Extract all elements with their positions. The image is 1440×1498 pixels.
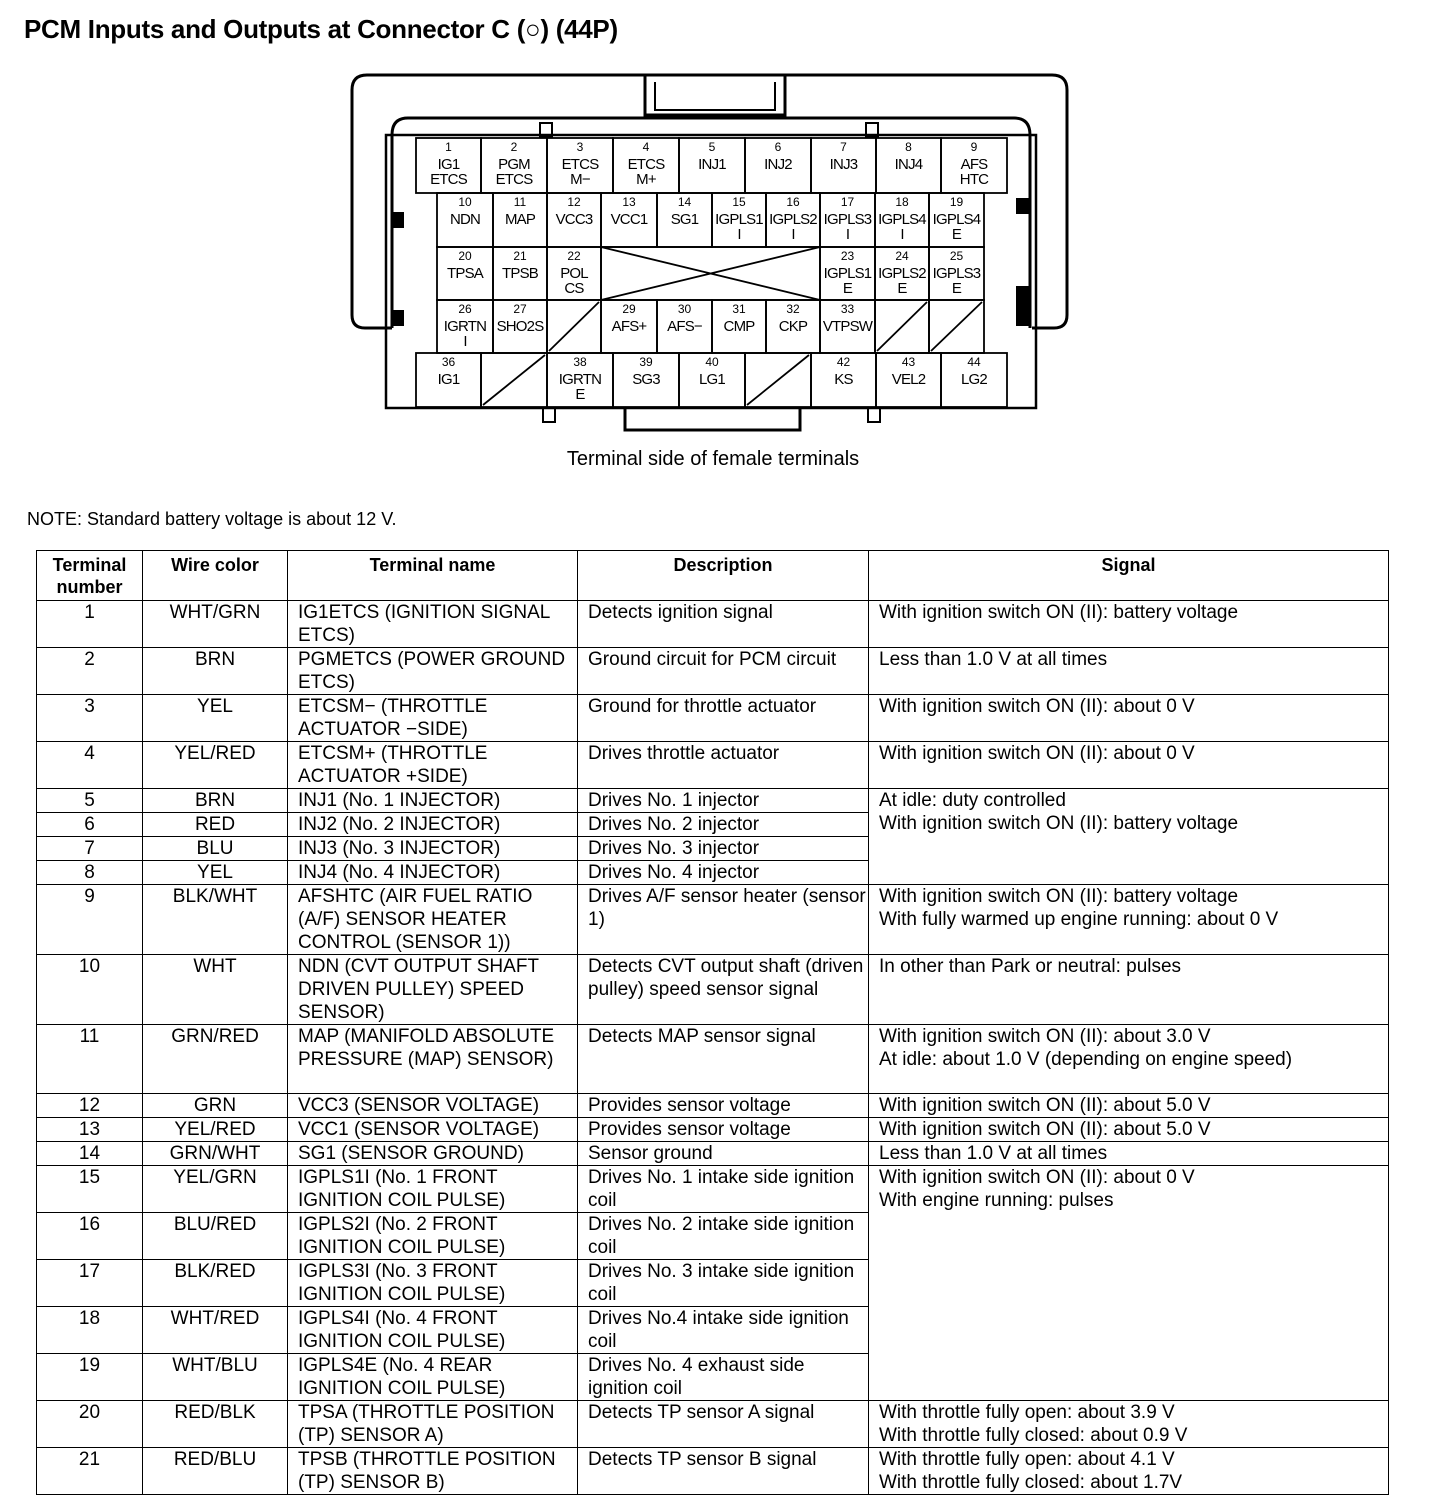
terminal-number-12: 12	[567, 195, 581, 209]
cell-description: Sensor ground	[578, 1142, 869, 1166]
terminal-label-16: I	[791, 226, 795, 243]
cell-wire-color: RED/BLK	[143, 1401, 288, 1448]
cell-signal: With ignition switch ON (II): about 3.0 V At idle: about 1.0 V (depending on engine speed)	[869, 1025, 1389, 1094]
cell-signal: With throttle fully open: about 3.9 V With throttle fully closed: about 0.9 V	[869, 1401, 1389, 1448]
table-row	[37, 1166, 1389, 1213]
cell-description: Drives throttle actuator	[578, 742, 869, 789]
terminal-label-19: E	[951, 226, 962, 243]
terminal-number-19: 19	[949, 195, 964, 209]
cell-terminal-number: 12	[37, 1094, 143, 1118]
terminal-label-38: E	[575, 386, 585, 403]
terminal-number-31: 31	[732, 302, 746, 316]
terminal-number-29: 29	[622, 302, 636, 316]
terminal-number-43: 43	[901, 355, 916, 369]
cell-signal: With throttle fully open: about 4.1 V With throttle fully closed: about 1.7V	[869, 1448, 1389, 1495]
cell-wire-color: YEL/GRN	[143, 1166, 288, 1213]
cell-description: Detects CVT output shaft (driven pulley) speed sensor signal	[578, 955, 869, 1025]
terminal-label-25: IGPLS3	[932, 265, 981, 282]
cell-terminal-number: 2	[37, 648, 143, 695]
cell-description: Ground for throttle actuator	[578, 695, 869, 742]
cell-wire-color: RED	[143, 813, 288, 837]
terminal-label-10: NDN	[449, 211, 481, 228]
terminal-label-15: IGPLS1	[715, 211, 763, 228]
cell-signal: With ignition switch ON (II): about 5.0 V	[869, 1118, 1389, 1142]
cell-terminal-name: IGPLS4I (No. 4 FRONT IGNITION COIL PULSE)	[288, 1307, 578, 1354]
terminal-number-26: 26	[458, 302, 472, 316]
cell-terminal-name: INJ2 (No. 2 INJECTOR)	[288, 813, 578, 837]
cell-description: Drives No. 2 intake side ignition coil	[578, 1213, 869, 1260]
terminal-number-6: 6	[774, 140, 782, 154]
terminal-label-20: TPSA	[447, 265, 483, 282]
terminal-label-5: INJ1	[698, 156, 726, 173]
blank-slash	[483, 355, 545, 405]
terminal-number-4: 4	[642, 140, 650, 154]
terminal-number-20: 20	[458, 249, 472, 263]
terminal-number-1: 1	[445, 140, 452, 154]
cell-wire-color: BRN	[143, 648, 288, 695]
cell-terminal-number: 16	[37, 1213, 143, 1260]
cell-terminal-name: NDN (CVT OUTPUT SHAFT DRIVEN PULLEY) SPEED SENSOR)	[288, 955, 578, 1025]
terminal-number-11: 11	[513, 195, 527, 209]
cell-description: Drives No. 1 injector	[578, 789, 869, 813]
terminal-number-21: 21	[513, 249, 527, 263]
cell-terminal-name: INJ1 (No. 1 INJECTOR)	[288, 789, 578, 813]
terminal-label-44: LG2	[961, 371, 987, 388]
cell-description: Detects MAP sensor signal	[578, 1025, 869, 1094]
col-header-terminal-name: Terminal name	[288, 551, 578, 601]
terminal-label-1: ETCS	[430, 171, 467, 188]
terminal-number-8: 8	[905, 140, 912, 154]
cell-description: Drives No. 4 exhaust side ignition coil	[578, 1354, 869, 1401]
table-row	[37, 1401, 1389, 1448]
cell-terminal-number: 15	[37, 1166, 143, 1213]
cell-description: Drives A/F sensor heater (sensor 1)	[578, 885, 869, 955]
terminal-number-22: 22	[567, 249, 581, 263]
cell-signal: With ignition switch ON (II): about 0 V	[869, 742, 1389, 789]
cell-terminal-name: VCC3 (SENSOR VOLTAGE)	[288, 1094, 578, 1118]
terminal-label-13: VCC1	[610, 211, 648, 228]
cell-terminal-number: 5	[37, 789, 143, 813]
cell-signal: With ignition switch ON (II): battery voltage	[869, 601, 1389, 648]
cell-wire-color: RED/BLU	[143, 1448, 288, 1495]
terminal-label-26: I	[463, 333, 467, 350]
table-row	[37, 742, 1389, 789]
cell-description: Detects TP sensor B signal	[578, 1448, 869, 1495]
terminal-label-33: VTPSW	[822, 318, 873, 335]
terminal-label-17: IGPLS3	[823, 211, 872, 228]
terminal-label-15: I	[737, 226, 741, 243]
terminal-label-17: I	[845, 226, 850, 243]
terminal-label-40: LG1	[699, 371, 725, 388]
terminal-label-26: IGRTN	[443, 318, 487, 335]
cell-wire-color: WHT/RED	[143, 1307, 288, 1354]
terminal-label-31: CMP	[723, 318, 755, 335]
cell-terminal-number: 11	[37, 1025, 143, 1094]
cell-description: Drives No. 3 injector	[578, 837, 869, 861]
cell-wire-color: BRN	[143, 789, 288, 813]
cell-wire-color: YEL/RED	[143, 1118, 288, 1142]
terminal-label-18: IGPLS4	[878, 211, 926, 228]
terminal-number-13: 13	[622, 195, 636, 209]
terminal-label-30: AFS−	[667, 318, 702, 335]
terminal-number-33: 33	[840, 302, 855, 316]
terminal-number-15: 15	[732, 195, 746, 209]
terminal-label-12: VCC3	[555, 211, 593, 228]
terminal-label-22: CS	[564, 280, 584, 297]
cell-terminal-number: 18	[37, 1307, 143, 1354]
terminal-label-4: ETCS	[627, 156, 665, 173]
terminal-number-24: 24	[895, 249, 909, 263]
col-header-terminal-number: Terminal number	[37, 551, 143, 601]
cell-wire-color: WHT/BLU	[143, 1354, 288, 1401]
terminal-number-38: 38	[573, 355, 587, 369]
connector-diagram	[340, 70, 1080, 440]
terminal-label-25: E	[951, 280, 962, 297]
terminal-number-14: 14	[677, 195, 692, 209]
cell-wire-color: WHT	[143, 955, 288, 1025]
terminal-number-9: 9	[970, 140, 978, 154]
connector-caption: Terminal side of female terminals	[566, 448, 860, 470]
terminal-label-36: IG1	[437, 371, 460, 388]
cell-wire-color: WHT/GRN	[143, 601, 288, 648]
table-row	[37, 695, 1389, 742]
cell-wire-color: YEL	[143, 695, 288, 742]
cell-terminal-number: 7	[37, 837, 143, 861]
blank-slash	[877, 302, 927, 351]
terminal-label-4: M+	[636, 171, 656, 188]
terminal-label-9: AFS	[960, 156, 988, 173]
cell-terminal-name: IG1ETCS (IGNITION SIGNAL ETCS)	[288, 601, 578, 648]
terminal-label-23: IGPLS1	[823, 265, 872, 282]
terminal-label-16: IGPLS2	[769, 211, 817, 228]
terminal-number-17: 17	[840, 195, 855, 209]
terminal-label-43: VEL2	[891, 371, 926, 388]
terminal-number-25: 25	[949, 249, 964, 263]
terminal-number-36: 36	[441, 355, 456, 369]
col-header-wire-color: Wire color	[143, 551, 288, 601]
cell-wire-color: BLU	[143, 837, 288, 861]
terminal-label-27: SHO2S	[496, 318, 544, 335]
table-row	[37, 955, 1389, 1025]
page-title: PCM Inputs and Outputs at Connector C (○) (44P)	[24, 14, 618, 44]
table-row	[37, 1118, 1389, 1142]
cell-signal: Less than 1.0 V at all times	[869, 648, 1389, 695]
cell-wire-color: GRN/RED	[143, 1025, 288, 1094]
terminal-label-42: KS	[834, 371, 853, 388]
table-row	[37, 789, 1389, 813]
terminal-number-18: 18	[895, 195, 909, 209]
cell-description: Drives No.4 intake side ignition coil	[578, 1307, 869, 1354]
cell-signal: In other than Park or neutral: pulses	[869, 955, 1389, 1025]
cell-description: Detects ignition signal	[578, 601, 869, 648]
terminal-label-9: HTC	[959, 171, 989, 188]
col-header-signal: Signal	[869, 551, 1389, 601]
cell-description: Provides sensor voltage	[578, 1094, 869, 1118]
cell-terminal-name: IGPLS1I (No. 1 FRONT IGNITION COIL PULSE)	[288, 1166, 578, 1213]
terminal-label-6: INJ2	[764, 156, 792, 173]
cell-terminal-name: INJ4 (No. 4 INJECTOR)	[288, 861, 578, 885]
terminal-label-22: POL	[560, 265, 588, 282]
cell-terminal-number: 19	[37, 1354, 143, 1401]
cell-terminal-name: IGPLS2I (No. 2 FRONT IGNITION COIL PULSE)	[288, 1213, 578, 1260]
cell-terminal-number: 14	[37, 1142, 143, 1166]
cell-terminal-number: 8	[37, 861, 143, 885]
terminal-label-18: I	[900, 226, 904, 243]
terminal-number-42: 42	[836, 355, 851, 369]
cell-terminal-number: 9	[37, 885, 143, 955]
cell-terminal-number: 17	[37, 1260, 143, 1307]
terminal-label-24: E	[897, 280, 907, 297]
cell-description: Ground circuit for PCM circuit	[578, 648, 869, 695]
cell-description: Drives No. 2 injector	[578, 813, 869, 837]
terminal-label-8: INJ4	[894, 156, 923, 173]
terminal-number-3: 3	[576, 140, 584, 154]
blank-slash	[931, 302, 982, 351]
terminal-number-39: 39	[639, 355, 653, 369]
terminal-number-7: 7	[840, 140, 847, 154]
terminal-label-2: PGM	[498, 156, 530, 173]
table-row	[37, 601, 1389, 648]
terminal-label-11: MAP	[504, 211, 536, 228]
cell-signal: Less than 1.0 V at all times	[869, 1142, 1389, 1166]
cell-terminal-number: 21	[37, 1448, 143, 1495]
terminal-label-7: INJ3	[829, 156, 858, 173]
table-row	[37, 1448, 1389, 1495]
cell-terminal-name: INJ3 (No. 3 INJECTOR)	[288, 837, 578, 861]
table-row	[37, 1025, 1389, 1094]
cell-terminal-number: 1	[37, 601, 143, 648]
cell-signal: With ignition switch ON (II): battery voltage With fully warmed up engine running: about 0 V	[869, 885, 1389, 955]
terminal-label-3: M−	[570, 171, 590, 188]
blank-slash	[747, 355, 809, 405]
cell-description: Drives No. 3 intake side ignition coil	[578, 1260, 869, 1307]
col-header-description: Description	[578, 551, 869, 601]
terminal-number-2: 2	[510, 140, 518, 154]
cell-terminal-name: TPSA (THROTTLE POSITION (TP) SENSOR A)	[288, 1401, 578, 1448]
cell-description: Drives No. 1 intake side ignition coil	[578, 1166, 869, 1213]
terminal-number-5: 5	[708, 140, 716, 154]
table-row	[37, 1142, 1389, 1166]
cell-terminal-number: 13	[37, 1118, 143, 1142]
cell-description: Detects TP sensor A signal	[578, 1401, 869, 1448]
cell-description: Drives No. 4 injector	[578, 861, 869, 885]
cell-wire-color: BLK/WHT	[143, 885, 288, 955]
cell-terminal-name: SG1 (SENSOR GROUND)	[288, 1142, 578, 1166]
terminal-table	[36, 550, 1389, 1495]
table-header-row	[37, 551, 1389, 601]
cell-terminal-name: PGMETCS (POWER GROUND ETCS)	[288, 648, 578, 695]
cell-wire-color: BLU/RED	[143, 1213, 288, 1260]
cell-terminal-number: 6	[37, 813, 143, 837]
terminal-label-38: IGRTN	[558, 371, 602, 388]
terminal-number-23: 23	[840, 249, 855, 263]
cell-terminal-name: ETCSM− (THROTTLE ACTUATOR −SIDE)	[288, 695, 578, 742]
cell-terminal-name: AFSHTC (AIR FUEL RATIO (A/F) SENSOR HEATER CONTROL (SENSOR 1))	[288, 885, 578, 955]
terminal-label-3: ETCS	[561, 156, 599, 173]
table-row	[37, 885, 1389, 955]
terminal-label-29: AFS+	[611, 318, 647, 335]
terminal-label-24: IGPLS2	[878, 265, 926, 282]
cell-description: Provides sensor voltage	[578, 1118, 869, 1142]
cell-terminal-name: IGPLS4E (No. 4 REAR IGNITION COIL PULSE)	[288, 1354, 578, 1401]
terminal-label-32: CKP	[778, 318, 808, 335]
cell-terminal-name: ETCSM+ (THROTTLE ACTUATOR +SIDE)	[288, 742, 578, 789]
terminal-label-39: SG3	[632, 371, 660, 388]
cell-wire-color: GRN	[143, 1094, 288, 1118]
terminal-label-14: SG1	[670, 211, 699, 228]
cell-terminal-number: 3	[37, 695, 143, 742]
terminal-label-1: IG1	[437, 156, 460, 173]
cell-terminal-number: 20	[37, 1401, 143, 1448]
blank-slash	[549, 302, 599, 351]
cell-signal: At idle: duty controlled With ignition switch ON (II): battery voltage	[869, 789, 1389, 885]
terminal-label-19: IGPLS4	[932, 211, 981, 228]
cell-wire-color: YEL/RED	[143, 742, 288, 789]
terminal-number-32: 32	[786, 302, 800, 316]
cell-wire-color: GRN/WHT	[143, 1142, 288, 1166]
terminal-label-21: TPSB	[502, 265, 538, 282]
cell-signal: With ignition switch ON (II): about 0 V	[869, 695, 1389, 742]
terminal-label-23: E	[842, 280, 853, 297]
cell-terminal-number: 4	[37, 742, 143, 789]
cell-terminal-name: MAP (MANIFOLD ABSOLUTE PRESSURE (MAP) SENSOR)	[288, 1025, 578, 1094]
cell-terminal-name: VCC1 (SENSOR VOLTAGE)	[288, 1118, 578, 1142]
cell-wire-color: YEL	[143, 861, 288, 885]
cell-terminal-number: 10	[37, 955, 143, 1025]
cell-terminal-name: IGPLS3I (No. 3 FRONT IGNITION COIL PULSE)	[288, 1260, 578, 1307]
cell-signal: With ignition switch ON (II): about 5.0 V	[869, 1094, 1389, 1118]
terminal-number-16: 16	[786, 195, 800, 209]
cell-terminal-name: TPSB (THROTTLE POSITION (TP) SENSOR B)	[288, 1448, 578, 1495]
cell-wire-color: BLK/RED	[143, 1260, 288, 1307]
terminal-number-30: 30	[677, 302, 692, 316]
terminal-number-10: 10	[458, 195, 472, 209]
cell-signal: With ignition switch ON (II): about 0 V With engine running: pulses	[869, 1166, 1389, 1401]
table-row	[37, 648, 1389, 695]
terminal-number-40: 40	[705, 355, 719, 369]
table-row	[37, 1094, 1389, 1118]
terminal-number-27: 27	[513, 302, 527, 316]
terminal-label-2: ETCS	[495, 171, 533, 188]
note-text: NOTE: Standard battery voltage is about 12 V.	[27, 509, 397, 529]
terminal-number-44: 44	[967, 355, 981, 369]
